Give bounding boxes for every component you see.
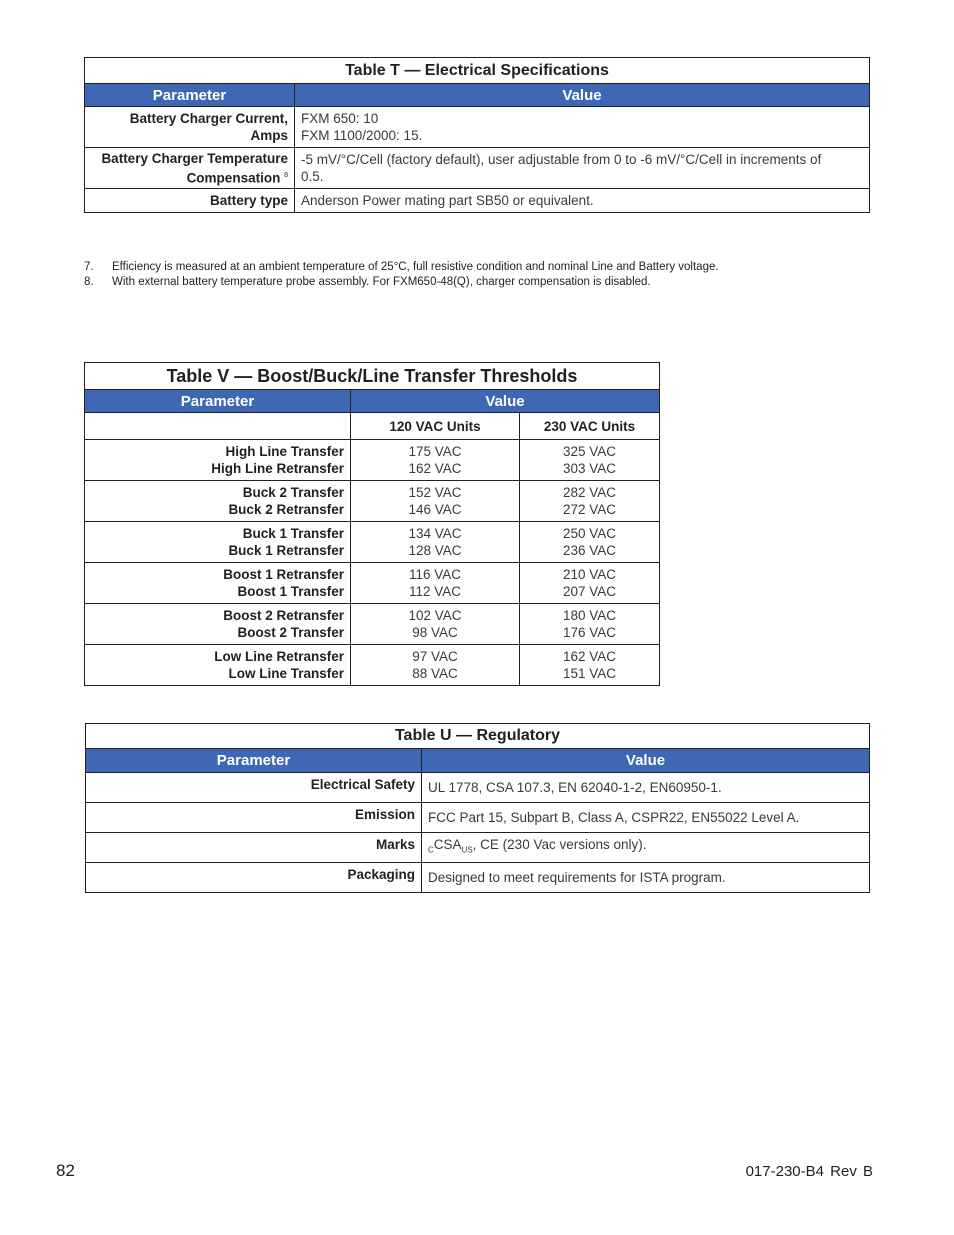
value-230-cell	[520, 522, 660, 563]
col-230-vac-header: 230 VAC Units	[520, 413, 660, 440]
value-line: 162 VAC	[562, 649, 617, 664]
param-line: Boost 1 Retransfer	[223, 567, 344, 582]
empty-cell	[85, 413, 351, 440]
footnote-ref: 8	[284, 171, 288, 179]
table-v-title: Table V — Boost/Buck/Line Transfer Thresholds	[85, 363, 660, 390]
table-t-value-header: Value	[295, 84, 870, 107]
value-line: Anderson Power mating part SB50 or equivalent.	[301, 193, 594, 208]
value-line: 0.5.	[301, 169, 324, 184]
table-row	[85, 189, 870, 213]
transfer-thresholds-table	[84, 362, 660, 686]
table-row	[85, 645, 660, 686]
value-line: 162 VAC	[408, 461, 462, 476]
col-120-vac-header: 120 VAC Units	[351, 413, 520, 440]
param-line: Boost 1 Transfer	[237, 584, 344, 599]
value-line: 272 VAC	[562, 502, 617, 517]
value-230-cell	[520, 481, 660, 522]
footnote	[84, 275, 884, 290]
table-row	[86, 833, 870, 863]
page-number: 82	[56, 1161, 75, 1180]
value-line: 175 VAC	[408, 444, 462, 459]
value-line: -5 mV/°C/Cell (factory default), user adjustable from 0 to -6 mV/°C/Cell in increments of	[301, 152, 822, 167]
param-cell	[85, 148, 295, 189]
value-cell	[295, 107, 870, 148]
document-id: 017-230-B4 Rev B	[745, 1163, 873, 1180]
value-line: 116 VAC	[408, 567, 462, 582]
param-cell	[85, 189, 295, 213]
table-row	[85, 563, 660, 604]
param-line: Low Line Retransfer	[214, 649, 344, 664]
footnote-number: 7.	[84, 261, 94, 273]
value-line: 151 VAC	[562, 666, 617, 681]
value-line: 102 VAC	[408, 608, 462, 623]
param-line: Amps	[250, 128, 288, 143]
footnotes	[84, 260, 884, 290]
param-line: Battery type	[209, 193, 288, 208]
csa-mark-c: C	[428, 845, 434, 855]
table-t-title: Table T — Electrical Specifications	[85, 58, 870, 84]
value-120-cell	[351, 440, 520, 481]
regulatory-table	[85, 723, 870, 893]
value-line: 176 VAC	[562, 625, 617, 640]
param-line: Battery Charger Current,	[129, 111, 288, 126]
param-cell: Emission	[86, 803, 422, 833]
csa-mark: CSA	[433, 837, 462, 853]
value-230-cell	[520, 604, 660, 645]
value-line: 134 VAC	[408, 526, 462, 541]
table-row	[85, 107, 870, 148]
value-line: 282 VAC	[562, 485, 617, 500]
value-120-cell	[351, 645, 520, 686]
table-v-value-header: Value	[351, 390, 660, 413]
param-line: High Line Retransfer	[211, 461, 344, 476]
value-line: 146 VAC	[408, 502, 462, 517]
value-line: 112 VAC	[408, 584, 462, 599]
param-cell	[85, 563, 351, 604]
electrical-specifications-table	[84, 57, 870, 213]
value-line: 236 VAC	[562, 543, 617, 558]
table-row	[86, 863, 870, 893]
value-line: 207 VAC	[562, 584, 617, 599]
param-line: Buck 2 Retransfer	[228, 502, 344, 517]
table-v-parameter-header: Parameter	[85, 390, 351, 413]
value-cell	[422, 833, 870, 863]
table-row	[85, 522, 660, 563]
value-120-cell	[351, 604, 520, 645]
table-row	[86, 803, 870, 833]
value-120-cell	[351, 563, 520, 604]
value-cell: Designed to meet requirements for ISTA program.	[422, 863, 870, 893]
value-cell	[295, 189, 870, 213]
table-row	[85, 604, 660, 645]
param-cell	[85, 481, 351, 522]
param-line: Buck 1 Transfer	[242, 526, 344, 541]
value-cell	[295, 148, 870, 189]
value-line: FXM 1100/2000: 15.	[301, 128, 423, 143]
value-line: 303 VAC	[562, 461, 617, 476]
table-row	[85, 481, 660, 522]
param-cell: Marks	[86, 833, 422, 863]
param-cell	[85, 522, 351, 563]
param-line: Boost 2 Transfer	[237, 625, 344, 640]
table-row	[85, 148, 870, 189]
value-line: 180 VAC	[562, 608, 617, 623]
value-120-cell	[351, 481, 520, 522]
table-row	[86, 773, 870, 803]
value-line: 98 VAC	[412, 625, 458, 640]
footnote-text: Efficiency is measured at an ambient temperature of 25°C, full resistive condition and nominal Line and Battery voltage.	[112, 261, 719, 273]
value-line: 88 VAC	[412, 666, 458, 681]
value-line: 152 VAC	[408, 485, 462, 500]
value-line: 250 VAC	[562, 526, 617, 541]
param-cell: Packaging	[86, 863, 422, 893]
param-cell: Electrical Safety	[86, 773, 422, 803]
table-row	[85, 440, 660, 481]
param-line: Compensation	[186, 170, 281, 186]
param-cell	[85, 440, 351, 481]
value-cell: FCC Part 15, Subpart B, Class A, CSPR22, EN55022 Level A.	[422, 803, 870, 833]
table-u-title: Table U — Regulatory	[86, 724, 870, 749]
marks-value: , CE (230 Vac versions only).	[472, 837, 647, 853]
param-cell	[85, 645, 351, 686]
param-line: Buck 1 Retransfer	[228, 543, 344, 558]
csa-mark-us: US	[461, 845, 473, 855]
param-line: High Line Transfer	[225, 444, 344, 459]
table-u-value-header: Value	[422, 749, 870, 773]
value-cell: UL 1778, CSA 107.3, EN 62040-1-2, EN60950-1.	[422, 773, 870, 803]
value-line: 210 VAC	[562, 567, 617, 582]
footnote-text: With external battery temperature probe assembly. For FXM650-48(Q), charger compensation is disabled.	[112, 276, 651, 288]
table-t-parameter-header: Parameter	[85, 84, 295, 107]
param-cell	[85, 604, 351, 645]
footnote	[84, 260, 884, 275]
param-line: Battery Charger Temperature	[101, 150, 288, 166]
value-line: 97 VAC	[412, 649, 458, 664]
param-cell	[85, 107, 295, 148]
value-230-cell	[520, 563, 660, 604]
value-line: 128 VAC	[408, 543, 462, 558]
value-230-cell	[520, 440, 660, 481]
param-line: Low Line Transfer	[228, 666, 344, 681]
table-u-parameter-header: Parameter	[86, 749, 422, 773]
value-line: 325 VAC	[562, 444, 617, 459]
param-line: Buck 2 Transfer	[242, 485, 344, 500]
param-line: Boost 2 Retransfer	[223, 608, 344, 623]
value-230-cell	[520, 645, 660, 686]
footnote-number: 8.	[84, 276, 94, 288]
value-line: FXM 650: 10	[301, 111, 379, 126]
value-120-cell	[351, 522, 520, 563]
